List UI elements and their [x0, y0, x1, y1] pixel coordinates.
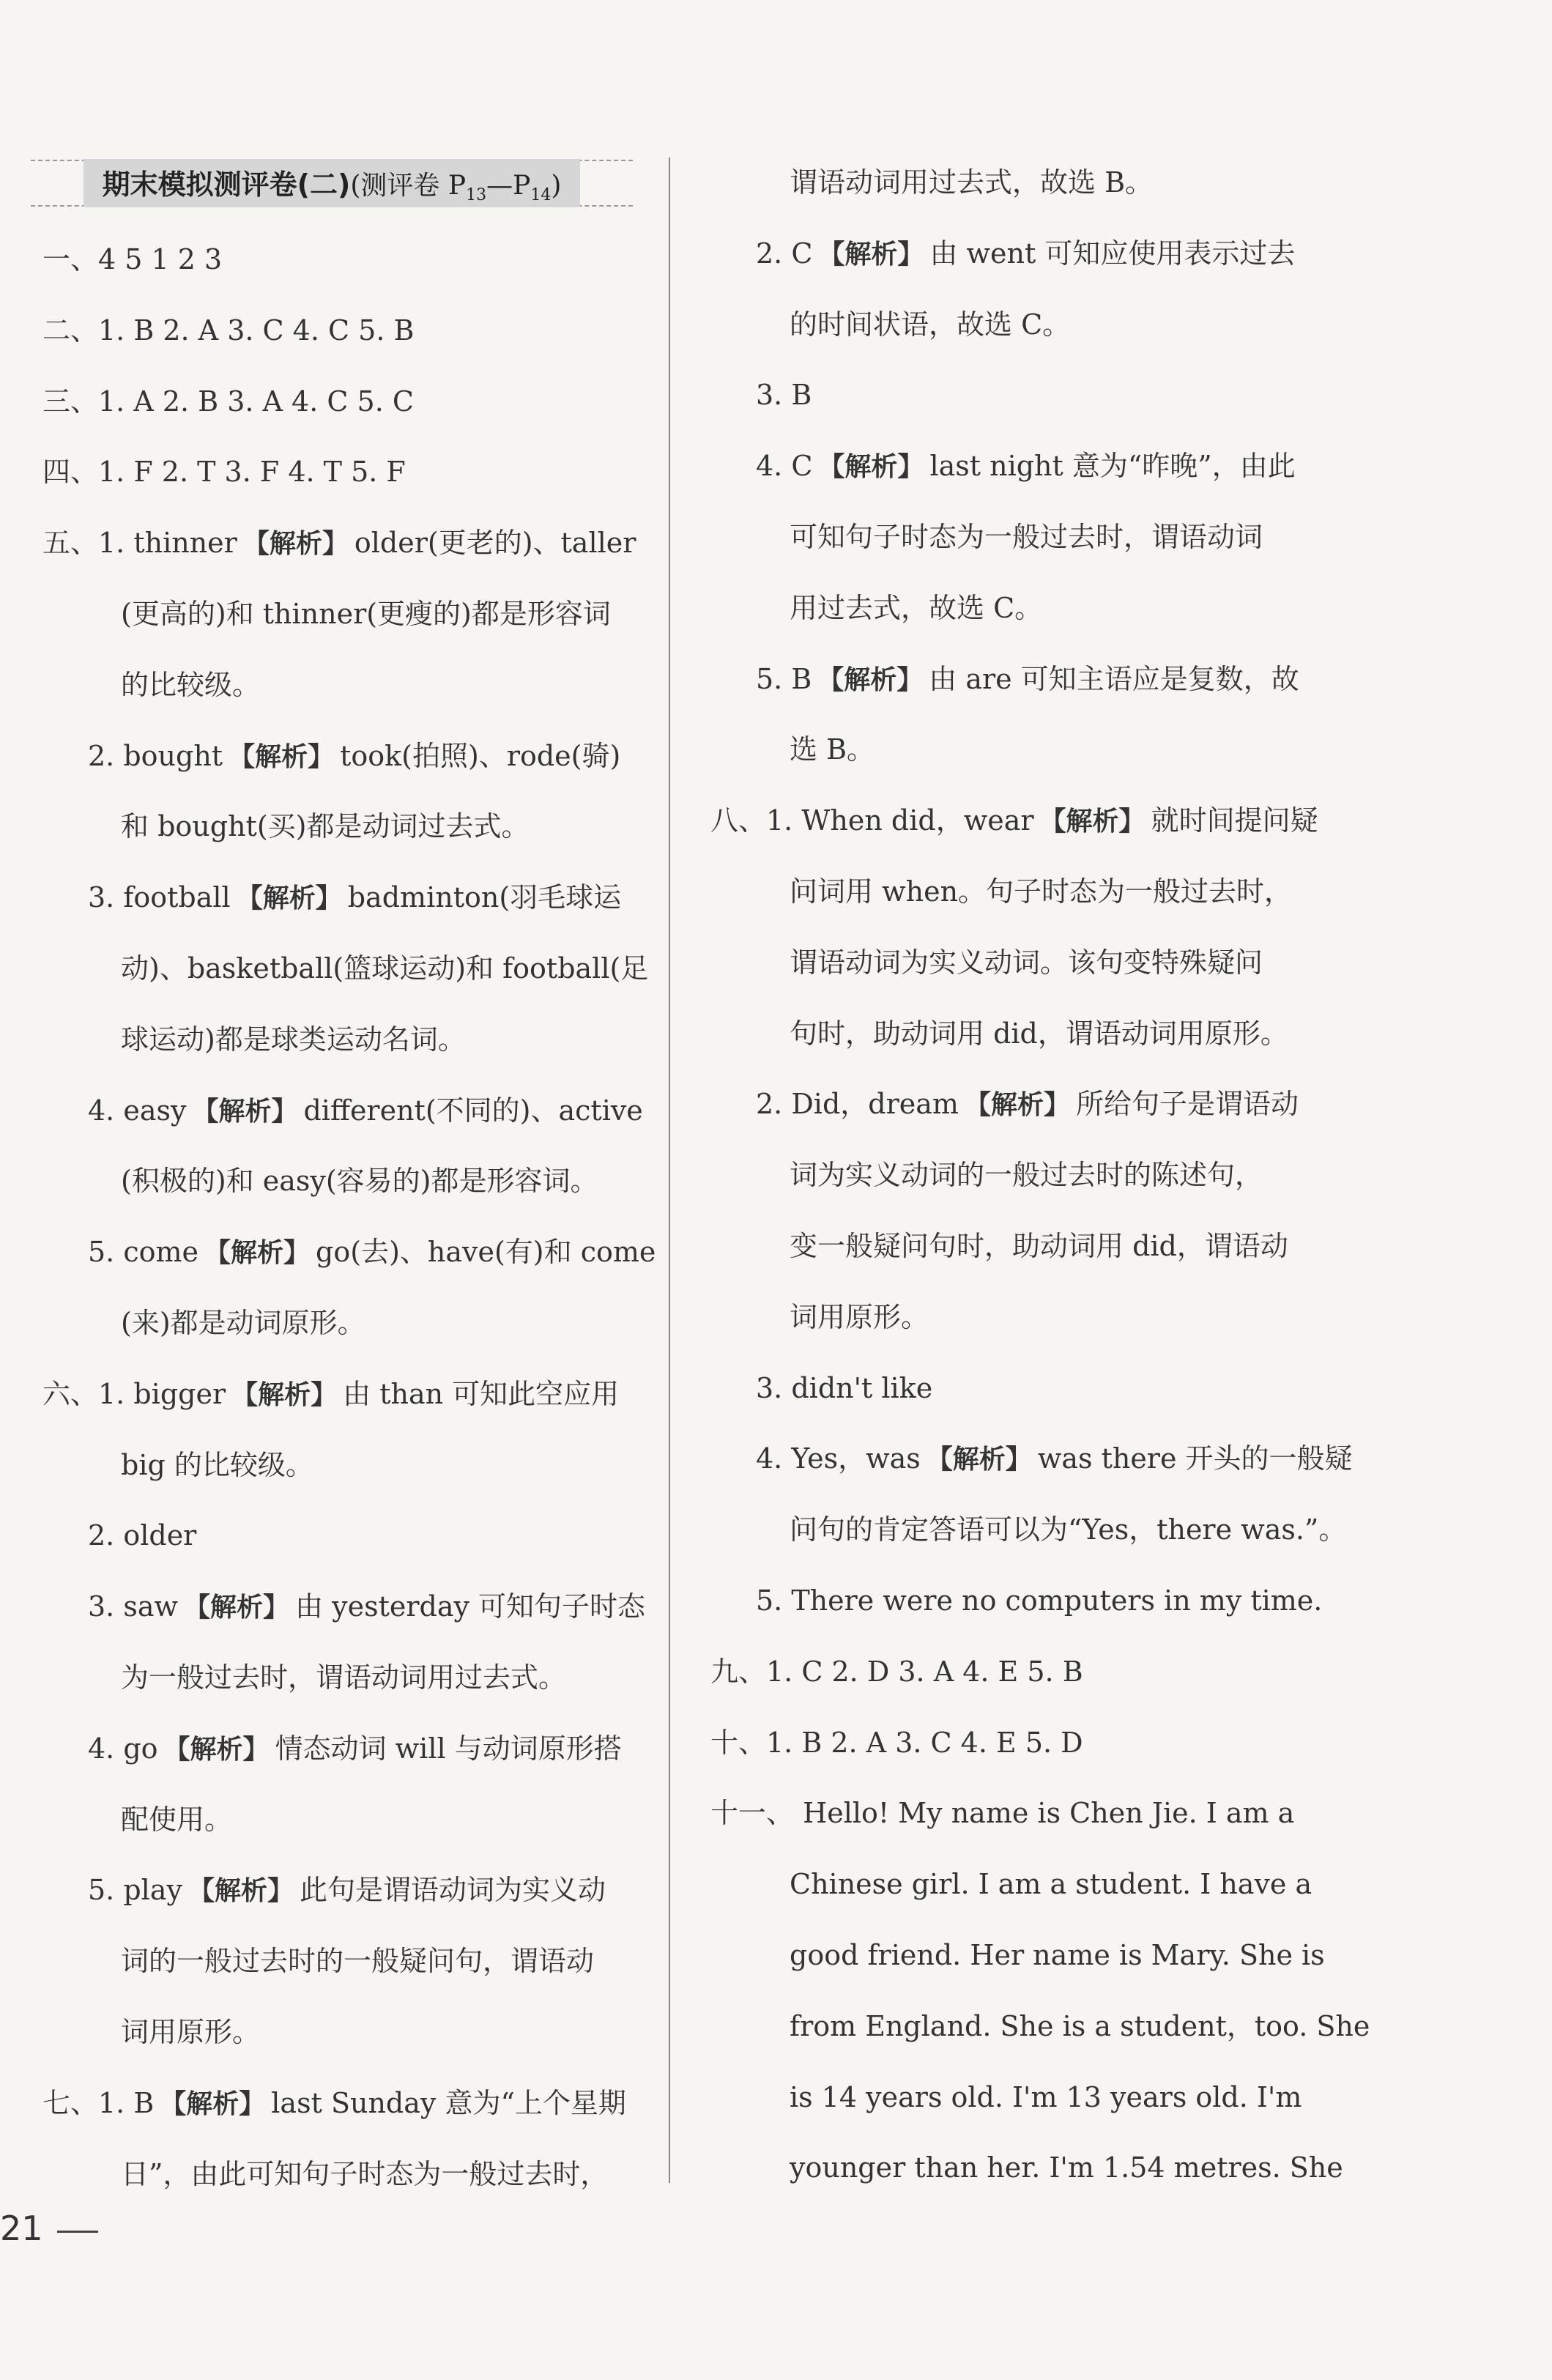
answer-text: 八、1. When did，wear [710, 804, 1034, 837]
answer-text: 三、1. A 2. B 3. A 4. C 5. C [42, 385, 414, 418]
answer-text: (来)都是动词原形。 [121, 1307, 365, 1339]
answer-line [756, 236, 1295, 273]
answer-line [88, 880, 621, 916]
answer-text: 5. come [88, 1236, 199, 1268]
answer-line [121, 1163, 598, 1198]
answer-line [790, 732, 875, 767]
analysis-tag: 【解析】 [204, 1238, 311, 1268]
title-sub: (测评卷 $P_{13}—P_{14}$) [350, 170, 562, 205]
answer-line [42, 242, 222, 277]
answer-line [88, 1872, 606, 1909]
answer-line [88, 1518, 196, 1553]
answer-line [710, 803, 1318, 839]
answer-line [121, 1305, 365, 1341]
answer-text: Chinese girl. I am a student. I have a [790, 1868, 1312, 1900]
analysis-text: was there 开头的一般疑 [1037, 1442, 1353, 1475]
answer-line [756, 377, 812, 412]
answer-text: 十一、 Hello! My name is Chen Jie. I am a [710, 1797, 1295, 1829]
analysis-text: badminton(羽毛球运 [347, 881, 622, 913]
answer-text: 配使用。 [121, 1803, 233, 1836]
answer-line [756, 1086, 1299, 1123]
analysis-tag: 【解析】 [192, 1097, 298, 1127]
answer-line [121, 2157, 608, 2192]
answer-text: 七、1. B [42, 2087, 155, 2119]
answer-line [790, 1866, 1312, 1902]
answer-line [121, 667, 260, 702]
analysis-tag: 【解析】 [964, 1090, 1070, 1120]
answer-text: big 的比较级。 [121, 1449, 313, 1481]
answer-text: 球运动)都是球类运动名词。 [121, 1023, 466, 1056]
answer-line [790, 165, 1153, 200]
answer-text: 5. B [756, 663, 812, 695]
answer-text: 谓语动词用过去式，故选 B。 [790, 166, 1154, 199]
answer-line [121, 951, 648, 986]
analysis-text: 所给句子是谓语动 [1075, 1088, 1299, 1120]
answer-text: 一、4 5 1 2 3 [42, 243, 223, 275]
answer-line [121, 1943, 594, 1979]
analysis-tag: 【解析】 [229, 742, 335, 772]
answer-line [790, 2009, 1370, 2044]
column-divider [669, 157, 670, 2183]
analysis-tag: 【解析】 [818, 452, 924, 482]
answer-text: 谓语动词为实义动词。该句变特殊疑问 [790, 946, 1263, 979]
analysis-text: 情态动词 will 与动词原形搭 [275, 1732, 622, 1765]
answer-line [42, 2086, 626, 2122]
answer-line [790, 1512, 1346, 1547]
analysis-text: 就时间提问疑 [1151, 804, 1318, 837]
answer-text: 选 B。 [790, 733, 875, 765]
answer-text: 2. C [756, 237, 813, 270]
analysis-text: older(更老的)、taller [354, 527, 636, 559]
answer-text: 动)、basketball(篮球运动)和 football(足 [121, 952, 649, 985]
answer-text: 词为实义动词的一般过去时的陈述句， [790, 1159, 1263, 1191]
answer-line [42, 313, 414, 348]
page-number-dash [57, 2231, 98, 2233]
answer-line [790, 2150, 1343, 2185]
answer-text: 3. saw [88, 1590, 179, 1623]
answer-line [121, 2014, 260, 2050]
answer-line [121, 1802, 232, 1837]
analysis-tag: 【解析】 [160, 2089, 266, 2119]
answer-text: 5. play [88, 1874, 182, 1906]
analysis-tag: 【解析】 [926, 1445, 1032, 1475]
answer-text: 十、1. B 2. A 3. C 4. E 5. D [710, 1727, 1083, 1759]
analysis-tag: 【解析】 [1039, 807, 1146, 837]
answer-text: 和 bought(买)都是动词过去式。 [121, 810, 530, 842]
answer-line [790, 1157, 1263, 1193]
answer-text: 的比较级。 [121, 669, 261, 701]
answer-text: 5. There were no computers in my time. [756, 1584, 1323, 1617]
answer-line [790, 307, 1070, 342]
answer-line [42, 525, 636, 562]
answer-line [42, 1376, 619, 1413]
answer-text: 五、1. thinner [42, 527, 237, 559]
answer-text: 九、1. C 2. D 3. A 4. E 5. B [710, 1656, 1083, 1688]
analysis-tag: 【解析】 [236, 883, 342, 913]
analysis-text: 由 yesterday 可知句子时态 [295, 1590, 646, 1623]
answer-text: 可知句子时态为一般过去时，谓语动词 [790, 521, 1263, 553]
answer-text: 2. older [88, 1519, 197, 1552]
answer-text: 词用原形。 [790, 1301, 929, 1333]
answer-line [42, 384, 414, 419]
analysis-tag: 【解析】 [184, 1593, 290, 1623]
answer-text: 3. didn't like [756, 1372, 933, 1404]
section-header [31, 160, 633, 207]
answer-line [121, 1660, 566, 1695]
analysis-tag: 【解析】 [231, 1380, 338, 1410]
answer-text: 问句的肯定答语可以为“Yes，there was.”。 [790, 1513, 1347, 1546]
analysis-text: last Sunday 意为“上个星期 [271, 2087, 626, 2119]
answer-text: 六、1. bigger [42, 1378, 226, 1410]
answer-text: from England. She is a student，too. She [790, 2010, 1370, 2042]
answer-line [88, 1731, 622, 1768]
analysis-text: go(去)、have(有)和 come [316, 1236, 656, 1268]
answer-text: 4. Yes，was [756, 1442, 921, 1475]
answer-text: 词的一般过去时的一般疑问句，谓语动 [121, 1945, 595, 1977]
answer-line [88, 1589, 645, 1625]
answer-line [121, 596, 611, 631]
page-title [83, 159, 581, 207]
answer-text: good friend. Her name is Mary. She is [790, 1939, 1325, 1971]
answer-text: 用过去式，故选 C。 [790, 592, 1043, 624]
analysis-tag: 【解析】 [242, 529, 349, 559]
answer-line [121, 1447, 313, 1483]
answer-line [790, 590, 1042, 626]
analysis-text: different(不同的)、active [303, 1094, 643, 1127]
analysis-text: 由 went 可知应使用表示过去 [929, 237, 1296, 270]
analysis-tag: 【解析】 [817, 665, 924, 695]
answer-line [756, 1441, 1353, 1478]
answer-line [121, 809, 529, 844]
answer-line [710, 1654, 1083, 1689]
analysis-text: 此句是谓语动词为实义动 [299, 1874, 606, 1906]
answer-text: 的时间状语，故选 C。 [790, 308, 1071, 341]
analysis-text: 由 than 可知此空应用 [343, 1378, 620, 1410]
answer-line [790, 945, 1263, 980]
answer-text: 为一般过去时，谓语动词用过去式。 [121, 1661, 567, 1694]
answer-text: 4. C [756, 450, 813, 482]
answer-text: (更高的)和 thinner(更瘦的)都是形容词 [121, 598, 611, 630]
answer-text: younger than her. I'm 1.54 metres. She [790, 2151, 1343, 2184]
answer-text: 日”，由此可知句子时态为一般过去时， [121, 2158, 609, 2190]
answer-text: 句时，助动词用 did，谓语动词用原形。 [790, 1017, 1288, 1050]
answer-line [710, 1725, 1083, 1760]
answer-line [710, 1795, 1294, 1831]
answer-line [790, 1938, 1325, 1973]
answer-line [790, 519, 1263, 555]
answer-line [790, 874, 1292, 909]
answer-line [88, 1234, 656, 1271]
analysis-tag: 【解析】 [187, 1876, 294, 1906]
answer-line [790, 1300, 929, 1335]
answer-line [790, 1228, 1288, 1264]
answer-text: is 14 years old. I'm 13 years old. I'm [790, 2081, 1302, 2113]
answer-line [42, 454, 406, 489]
analysis-text: last night 意为“昨晚”，由此 [929, 450, 1296, 482]
page-number: 21 [0, 2209, 43, 2248]
answer-text: 3. football [88, 881, 231, 913]
title-main: 期末模拟测评卷(二) [102, 168, 351, 201]
answer-line [88, 738, 620, 775]
analysis-text: 由 are 可知主语应是复数，故 [929, 663, 1299, 695]
answer-text: 4. easy [88, 1094, 187, 1127]
answer-line [790, 2080, 1302, 2115]
answer-line [790, 1016, 1288, 1051]
answer-text: 2. Did，dream [756, 1088, 959, 1120]
analysis-tag: 【解析】 [163, 1735, 270, 1765]
answer-line [756, 448, 1296, 485]
answer-text: (积极的)和 easy(容易的)都是形容词。 [121, 1165, 598, 1197]
answer-text: 词用原形。 [121, 2016, 261, 2048]
answer-text: 变一般疑问句时，助动词用 did，谓语动 [790, 1230, 1288, 1262]
answer-text: 问词用 when。句子时态为一般过去时， [790, 875, 1293, 908]
answer-line [756, 661, 1299, 698]
analysis-tag: 【解析】 [818, 240, 924, 270]
answer-text: 二、1. B 2. A 3. C 4. C 5. B [42, 314, 415, 346]
answer-line [756, 1583, 1322, 1618]
answer-text: 4. go [88, 1732, 158, 1765]
answer-line [121, 1022, 466, 1057]
answer-text: 2. bought [88, 740, 223, 772]
answer-text: 3. B [756, 379, 812, 411]
answer-line [88, 1093, 643, 1130]
answer-line [756, 1371, 932, 1406]
answer-text: 四、1. F 2. T 3. F 4. T 5. F [42, 456, 406, 488]
analysis-text: took(拍照)、rode(骑) [340, 740, 621, 772]
